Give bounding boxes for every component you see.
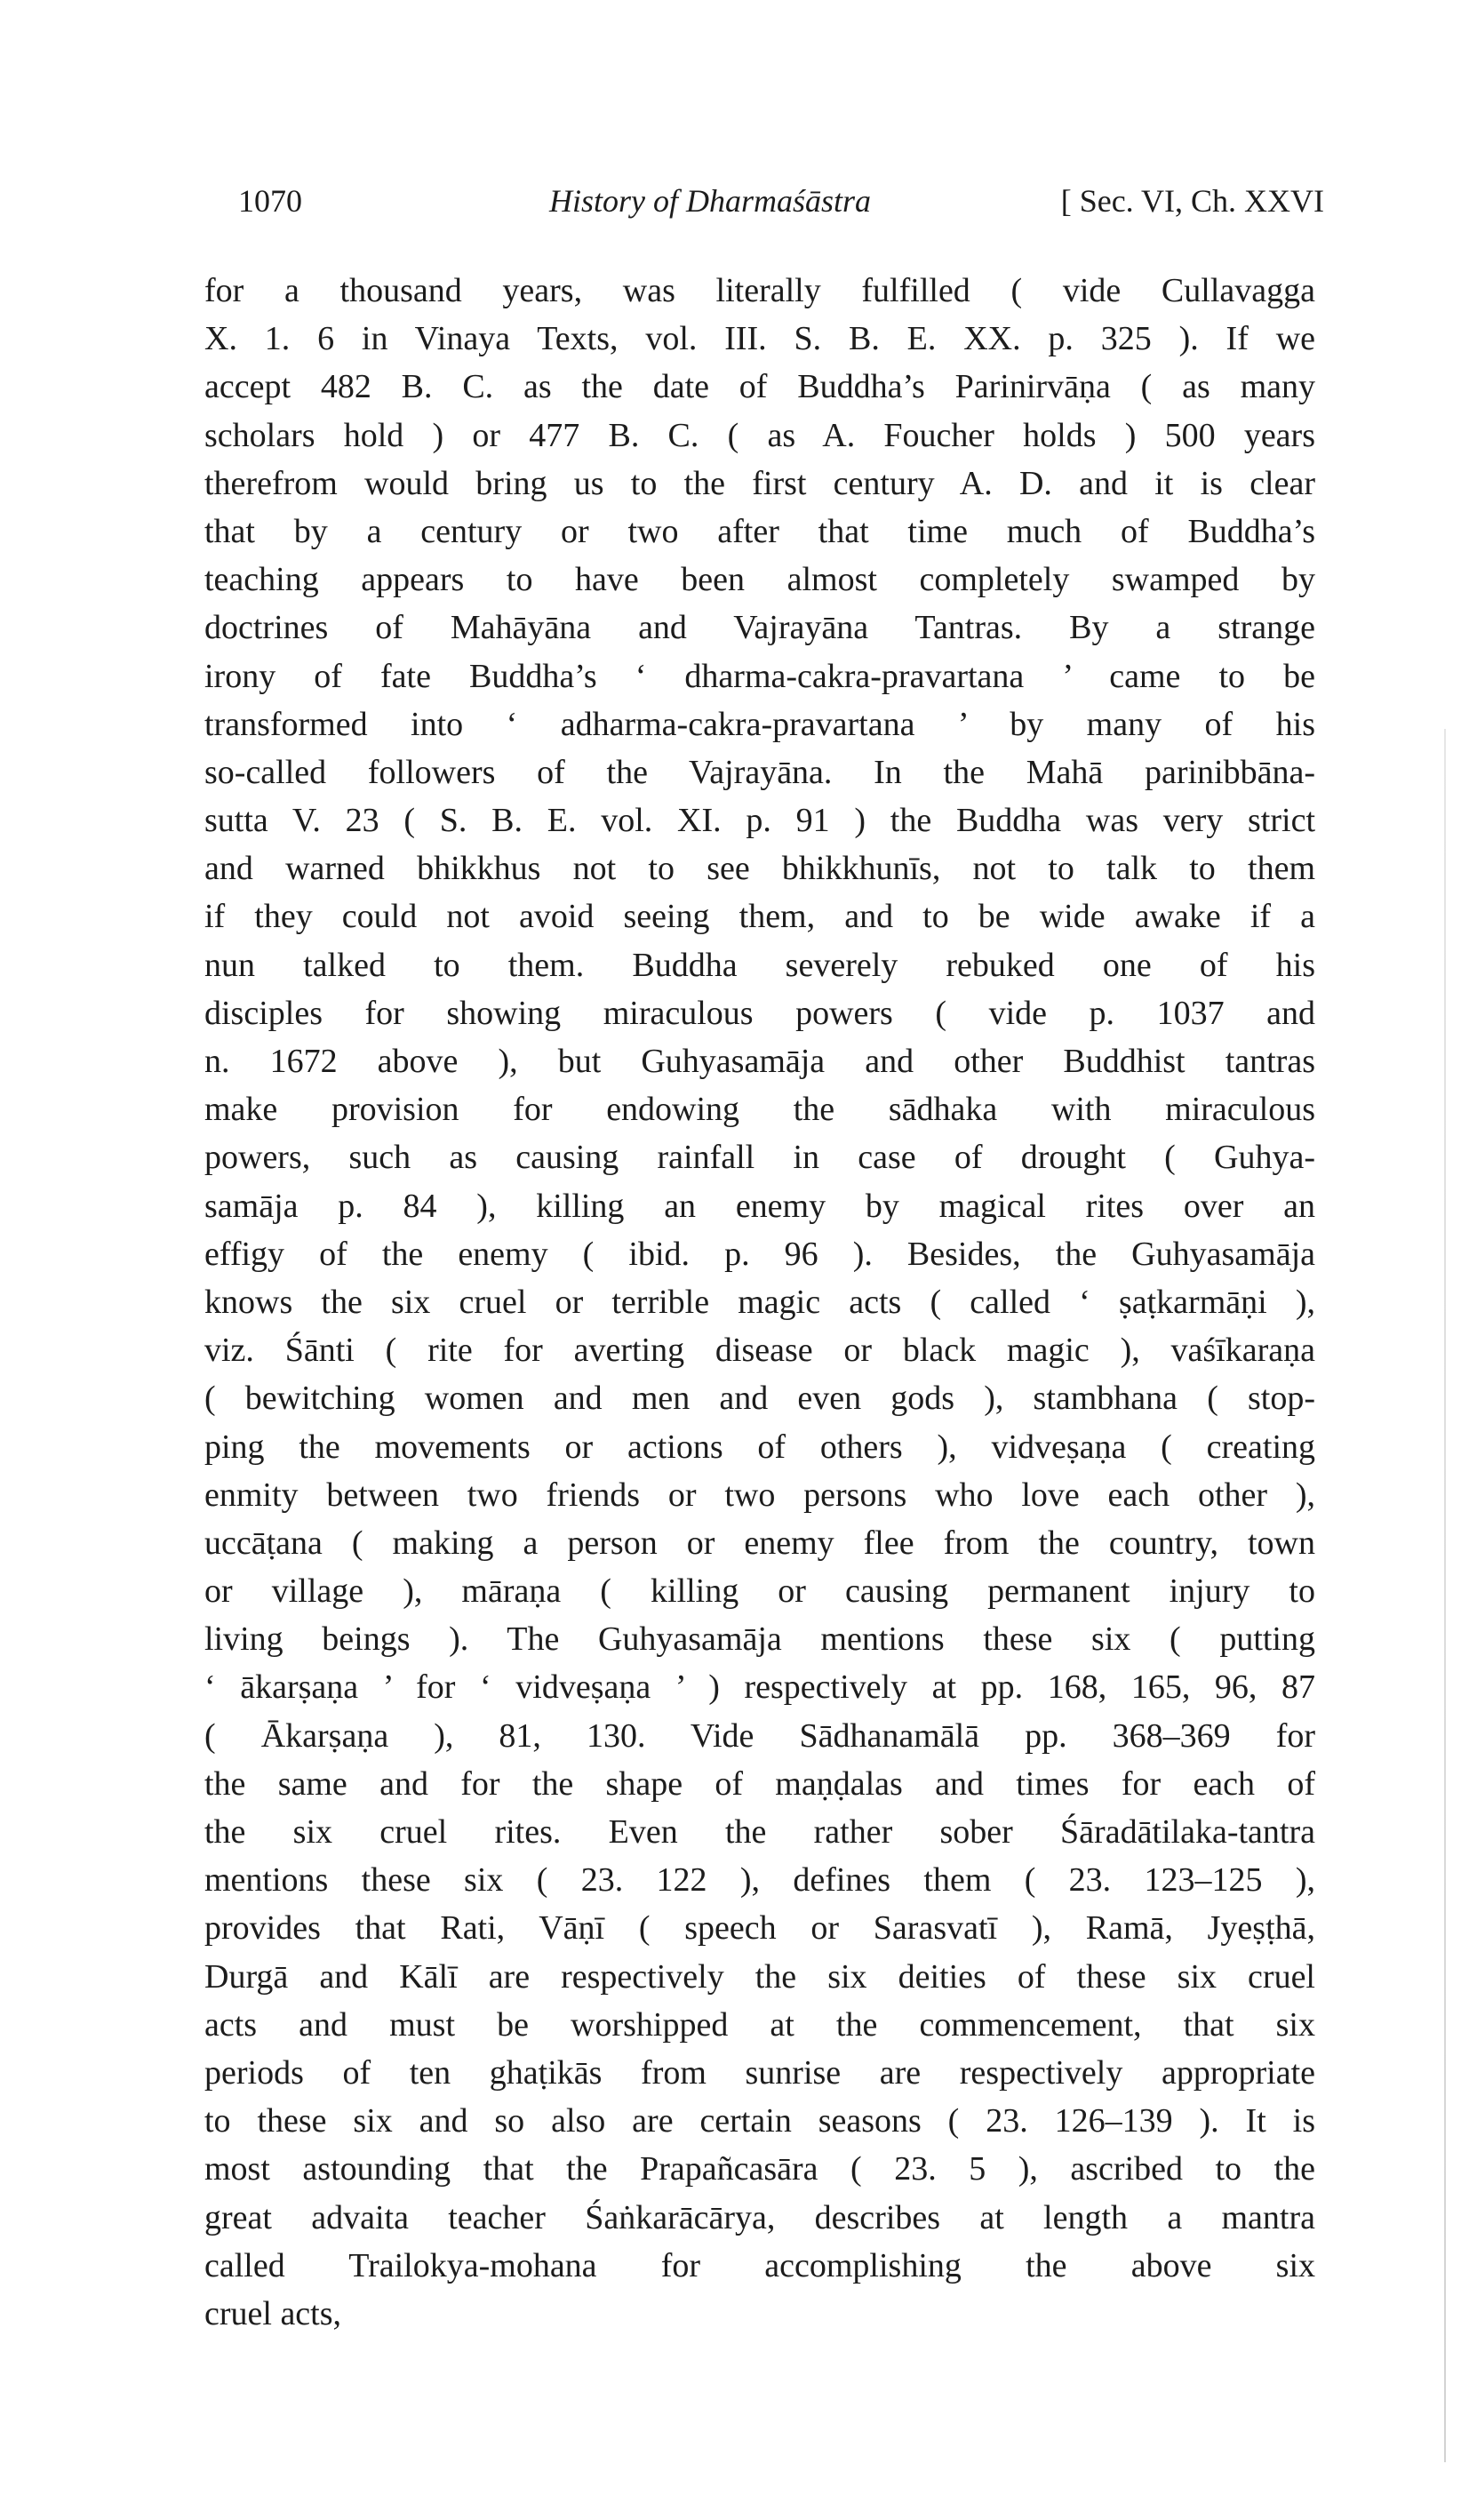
text-line: sutta V. 23 ( S. B. E. vol. XI. p. 91 ) the Buddha was very strict — [204, 802, 1315, 840]
text-line: ping the movements or actions of others ), vidveṣaṇa ( creating — [204, 1428, 1315, 1466]
text-line: Durgā and Kālī are respectively the six deities of these six cruel — [204, 1957, 1315, 1996]
text-line: disciples for showing miraculous powers ( vide p. 1037 and — [204, 994, 1315, 1032]
text-line: ( bewitching women and men and even gods ), stambhana ( stop- — [204, 1380, 1315, 1418]
text-line: powers, such as causing rainfall in case of drought ( Guhya- — [204, 1139, 1315, 1177]
text-line: ( Ākarṣaṇa ), 81, 130. Vide Sādhanamālā pp. 368–369 for — [204, 1716, 1315, 1755]
text-line: effigy of the enemy ( ibid. p. 96 ). Besides, the Guhyasamāja — [204, 1235, 1315, 1273]
text-line: called Trailokya-mohana for accomplishing the above six — [204, 2246, 1315, 2284]
text-line: cruel acts, — [204, 2294, 342, 2332]
text-line: provides that Rati, Vāṇī ( speech or Sarasvatī ), Ramā, Jyeṣṭhā, — [204, 1909, 1315, 1948]
text-line: to these six and so also are certain seasons ( 23. 126–139 ). It is — [204, 2102, 1315, 2140]
text-line: enmity between two friends or two persons who love each other ), — [204, 1476, 1315, 1514]
text-line: acts and must be worshipped at the commencement, that six — [204, 2005, 1315, 2044]
scan-edge-line — [1444, 729, 1446, 2462]
text-line: for a thousand years, was literally fulfilled ( vide Cullavagga — [204, 272, 1315, 309]
section-reference: [ Sec. VI, Ch. XXVI — [1060, 183, 1324, 219]
text-line: transformed into ‘ adharma-cakra-pravartana ’ by many of his — [204, 705, 1315, 743]
text-line: irony of fate Buddha’s ‘ dharma-cakra-pravartana ’ came to be — [204, 657, 1315, 695]
text-line: periods of ten ghaṭikās from sunrise are respectively appropriate — [204, 2053, 1315, 2092]
text-line: viz. Śānti ( rite for averting disease or black magic ), vaśīkaraṇa — [204, 1332, 1315, 1370]
text-line: ‘ ākarṣaṇa ’ for ‘ vidveṣaṇa ’ ) respectively at pp. 168, 165, 96, 87 — [204, 1668, 1315, 1707]
text-line: and warned bhikkhus not to see bhikkhunīs, not to talk to them — [204, 850, 1315, 888]
text-line: or village ), māraṇa ( killing or causing permanent injury to — [204, 1572, 1315, 1611]
text-line: make provision for endowing the sādhaka with miraculous — [204, 1091, 1315, 1129]
page-number: 1070 — [238, 183, 302, 219]
text-line: accept 482 B. C. as the date of Buddha’s Parinirvāṇa ( as many — [204, 368, 1315, 406]
text-line: the same and for the shape of maṇḍalas and times for each of — [204, 1764, 1315, 1803]
text-line: n. 1672 above ), but Guhyasamāja and other Buddhist tantras — [204, 1043, 1315, 1080]
text-line: therefrom would bring us to the first century A. D. and it is clear — [204, 464, 1315, 502]
text-line: scholars hold ) or 477 B. C. ( as A. Foucher holds ) 500 years — [204, 416, 1315, 454]
text-line: mentions these six ( 23. 122 ), defines them ( 23. 123–125 ), — [204, 1861, 1315, 1900]
text-line: uccāṭana ( making a person or enemy flee from the country, town — [204, 1524, 1315, 1562]
running-title: History of Dharmaśāstra — [549, 183, 872, 219]
text-line: X. 1. 6 in Vinaya Texts, vol. III. S. B. E. XX. p. 325 ). If we — [204, 320, 1315, 358]
page-header — [238, 182, 1324, 236]
text-line: doctrines of Mahāyāna and Vajrayāna Tantras. By a strange — [204, 609, 1315, 647]
text-line: if they could not avoid seeing them, and to be wide awake if a — [204, 898, 1315, 936]
text-line: teaching appears to have been almost completely swamped by — [204, 561, 1315, 599]
text-line: that by a century or two after that time much of Buddha’s — [204, 512, 1315, 550]
text-line: so-called followers of the Vajrayāna. In the Mahā parinibbāna- — [204, 753, 1315, 791]
body-text — [204, 267, 1315, 2338]
text-line: knows the six cruel or terrible magic acts ( called ‘ ṣaṭkarmāṇi ), — [204, 1283, 1315, 1321]
text-line: the six cruel rites. Even the rather sober Śāradātilaka-tantra — [204, 1813, 1315, 1851]
text-line: samāja p. 84 ), killing an enemy by magical rites over an — [204, 1187, 1315, 1225]
text-line: great advaita teacher Śaṅkarācārya, describes at length a mantra — [204, 2198, 1315, 2236]
text-line: nun talked to them. Buddha severely rebuked one of his — [204, 946, 1315, 984]
text-line: most astounding that the Prapañcasāra ( 23. 5 ), ascribed to the — [204, 2150, 1315, 2188]
text-line: living beings ). The Guhyasamāja mentions these six ( putting — [204, 1620, 1315, 1659]
